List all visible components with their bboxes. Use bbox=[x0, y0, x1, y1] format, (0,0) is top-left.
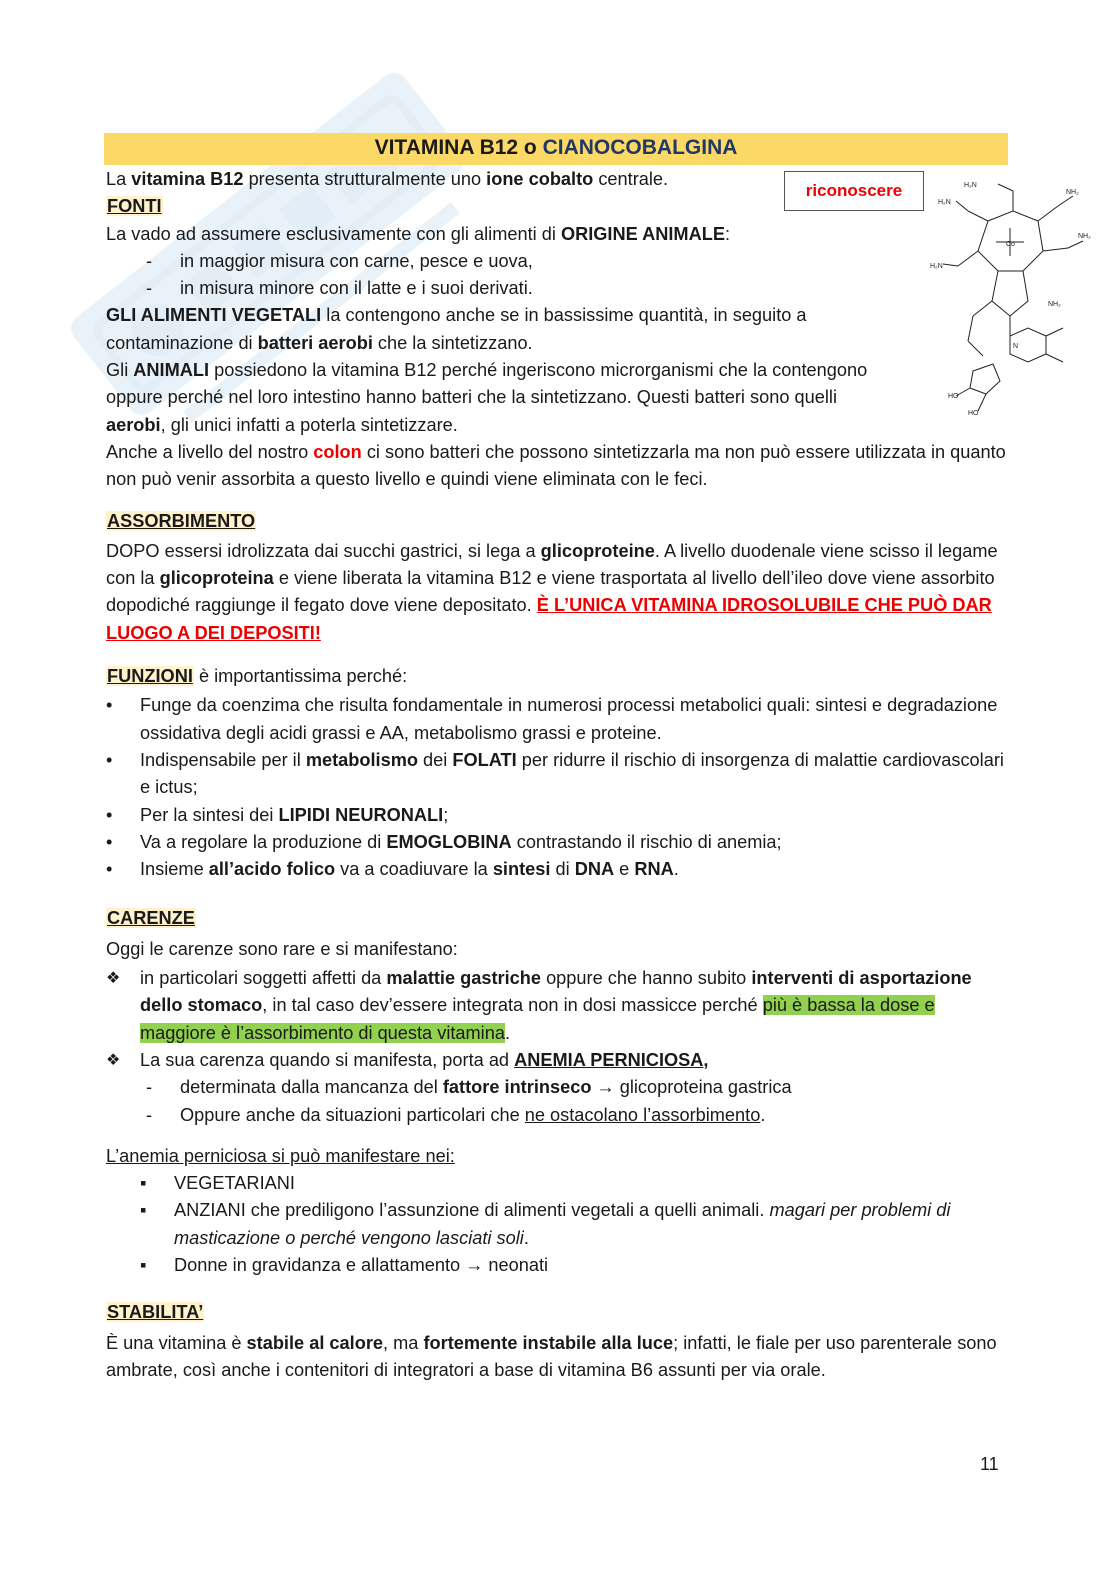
section-heading-carenze: CARENZE bbox=[107, 908, 195, 929]
fonti-paragraph: Gli ANIMALI possiedono la vitamina B12 perché ingeriscono microrganismi che la contengono oppure perché nel loro intestino hanno batteri che la sintetizzano. Questi batteri sono quelli aerobi, gli unici infatti a poterla sintetizzare. bbox=[106, 360, 868, 435]
svg-text:NH₂: NH₂ bbox=[1078, 233, 1091, 240]
stabilita-paragraph: È una vitamina è stabile al calore, ma fortemente instabile alla luce; infatti, le fiale per uso parenterale sono ambrate, così anche i contenitori di integratori a base di vitamina B6 assunti per via orale. bbox=[106, 1332, 997, 1380]
assorbimento-paragraph: DOPO essersi idrolizzata dai succhi gastrici, si lega a glicoproteine. A livello duodenale viene scisso il legame con la glicoproteina e viene liberata la vitamina B12 e viene trasportata al livello dell’ileo dove viene assorbito dopodiché raggiunge il fegato dove viene depositato. È L’UNICA VITAMINA IDROSOLUBILE CHE PUÒ DAR LUOGO A DEI DEPOSITI! bbox=[106, 540, 998, 643]
fonti-line: La vado ad assumere esclusivamente con gli alimenti di ORIGINE ANIMALE: bbox=[106, 223, 731, 244]
intro-paragraph: La vitamina B12 presenta strutturalmente uno ione cobalto centrale. bbox=[106, 169, 669, 189]
svg-text:Co: Co bbox=[1006, 241, 1015, 248]
funzioni-intro: FUNZIONI è importantissima perché: bbox=[107, 666, 408, 687]
square-item: ▪ VEGETARIANI bbox=[106, 1170, 1006, 1197]
diamond-item: ❖ La sua carenza quando si manifesta, porta ad ANEMIA PERNICIOSA, bbox=[106, 1047, 1006, 1074]
diamond-item: ❖ in particolari soggetti affetti da malattie gastriche oppure che hanno subito interventi di asportazione dello stomaco, in tal caso dev’essere integrata non in dosi massicce perché più è bassa la dose e maggiore è l’assorbimento di questa vitamina. bbox=[106, 965, 1006, 1047]
square-item: ▪ ANZIANI che prediligono l’assunzione di alimenti vegetali a quelli animali. magari per problemi di masticazione o perché vengono lasciati soli. bbox=[106, 1197, 1006, 1252]
section-heading-fonti: FONTI bbox=[107, 196, 162, 217]
svg-text:HO: HO bbox=[948, 393, 959, 400]
highlighted-text: più è bassa la dose e maggiore è l’assorbimento di questa vitamina bbox=[140, 995, 935, 1043]
square-item: ▪ Donne in gravidanza e allattamento → neonati bbox=[106, 1252, 1006, 1279]
carenze-intro: Oggi le carenze sono rare e si manifestano: bbox=[106, 938, 458, 959]
dash-item: - determinata dalla mancanza del fattore intrinseco → glicoproteina gastrica bbox=[106, 1074, 1006, 1101]
bullet-item: • Insieme all’acido folico va a coadiuvare la sintesi di DNA e RNA. bbox=[106, 856, 1006, 883]
title-bar bbox=[104, 133, 1008, 165]
page-title: VITAMINA B12 o CIANOCOBALGINA bbox=[374, 136, 738, 159]
riconoscere-tag: riconoscere bbox=[784, 171, 924, 211]
svg-text:H₂N: H₂N bbox=[964, 182, 977, 189]
svg-text:N: N bbox=[1013, 343, 1019, 350]
svg-text:H₂N: H₂N bbox=[938, 199, 951, 206]
document-body bbox=[106, 166, 1006, 1384]
page-number: 11 bbox=[980, 1454, 999, 1474]
bullet-item: • Per la sintesi dei LIPIDI NEURONALI; bbox=[106, 802, 1006, 829]
bullet-item: • Funge da coenzima che risulta fondamentale in numerosi processi metabolici quali: sintesi e degradazione ossidativa degli acidi grassi e AA, metabolismo grassi e proteine. bbox=[106, 692, 1006, 747]
svg-text:NH₂: NH₂ bbox=[1066, 189, 1079, 196]
section-heading-stabilita: STABILITA’ bbox=[107, 1302, 204, 1323]
fonti-paragraph: GLI ALIMENTI VEGETALI la contengono anche se in bassissime quantità, in seguito a contaminazione di batteri aerobi che la sintetizzano. bbox=[106, 305, 807, 353]
dash-item: - in maggior misura con carne, pesce e uova, bbox=[106, 248, 1006, 275]
anemia-subheading: L’anemia perniciosa si può manifestare nei: bbox=[106, 1145, 455, 1166]
section-heading-assorbimento: ASSORBIMENTO bbox=[107, 510, 256, 531]
svg-text:NH₂: NH₂ bbox=[1048, 301, 1061, 308]
dash-item: - Oppure anche da situazioni particolari che ne ostacolano l’assorbimento. bbox=[106, 1102, 1006, 1129]
bullet-item: • Va a regolare la produzione di EMOGLOBINA contrastando il rischio di anemia; bbox=[106, 829, 1006, 856]
dash-item: - in misura minore con il latte e i suoi derivati. bbox=[106, 275, 1006, 302]
bullet-item: • Indispensabile per il metabolismo dei FOLATI per ridurre il rischio di insorgenza di malattie cardiovascolari e ictus; bbox=[106, 747, 1006, 802]
section-heading-funzioni: FUNZIONI bbox=[107, 666, 193, 687]
svg-text:H₂N: H₂N bbox=[930, 263, 943, 270]
fonti-paragraph: Anche a livello del nostro colon ci sono batteri che possono sintetizzarla ma non può essere utilizzata in quanto non può venir assorbita a questo livello e quindi viene eliminata con le feci. bbox=[106, 441, 1006, 490]
svg-text:HO: HO bbox=[968, 410, 979, 416]
